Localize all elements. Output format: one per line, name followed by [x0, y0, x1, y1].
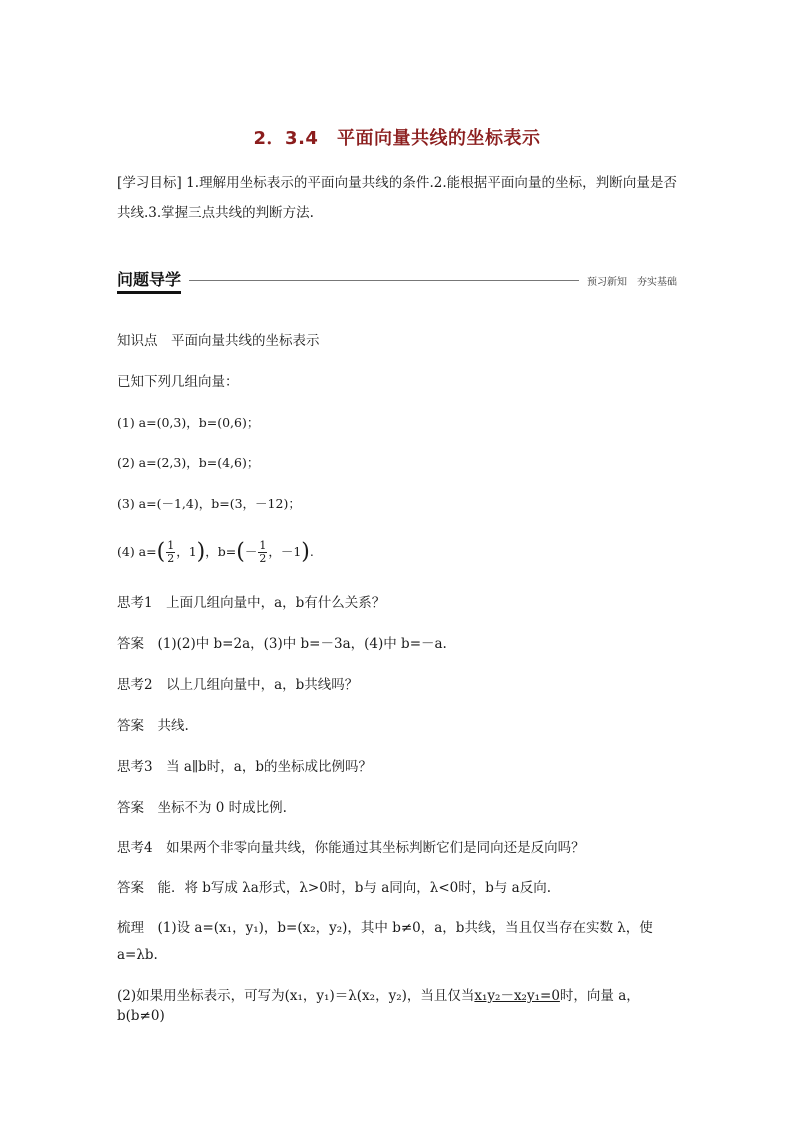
fraction-numerator: 1	[167, 539, 175, 552]
vector-group-1: (1) a=(0,3)，b=(0,6)；	[117, 415, 260, 430]
section-subtitle: 预习新知 夯实基础	[587, 276, 677, 288]
vector-4-end: .	[309, 544, 314, 559]
fraction-denominator: 2	[167, 552, 175, 565]
objectives-label: [学习目标]	[117, 175, 182, 191]
think-question-1: 思考1 上面几组向量中，a，b有什么关系？	[117, 595, 386, 611]
vector-group-4: (4) a=( $\frac{1}{2}$ ，1)，b=(－ $\frac{1}{2}$ ，－1).	[117, 539, 314, 565]
intro-text: 已知下列几组向量：	[117, 374, 239, 390]
summary-line-3-prefix: (2)如果用坐标表示，可写为(x₁，y₁)＝λ(x₂，y₂)，当且仅当	[117, 988, 475, 1004]
think-question-3: 思考3 当 a∥b时，a，b的坐标成比例吗？	[117, 759, 372, 775]
vector-4-a-rest: ，1	[176, 544, 197, 559]
summary-underlined-condition: x₁y₂－x₂y₁=0	[474, 988, 560, 1004]
fraction-half-b	[258, 540, 267, 565]
summary-line-3	[117, 986, 677, 1026]
fraction-half-a	[166, 540, 175, 565]
page-title: 2．3.4 平面向量共线的坐标表示	[253, 128, 541, 149]
summary-line-1: 梳理 (1)设 a=(x₁，y₁)，b=(x₂，y₂)，其中 b≠0，a，b共线，当且仅当存在实数 λ，使	[117, 920, 653, 936]
vector-group-2: (2) a=(2,3)，b=(4,6)；	[117, 455, 260, 470]
vector-4-mid: ，b=	[205, 544, 237, 559]
section-header	[117, 268, 677, 292]
think-answer-4: 答案 能．将 b写成 λa形式，λ>0时，b与 a同向，λ<0时，b与 a反向.	[117, 880, 551, 896]
think-answer-1: 答案 (1)(2)中 b=2a，(3)中 b=－3a，(4)中 b=－a.	[117, 636, 447, 652]
section-title: 问题导学	[117, 267, 181, 294]
think-question-4: 思考4 如果两个非零向量共线，你能通过其坐标判断它们是同向还是反向吗？	[117, 840, 585, 856]
vector-group-3: (3) a=(－1,4)，b=(3，－12)；	[117, 496, 301, 511]
summary-line-2: a=λb.	[117, 947, 158, 963]
vector-4-b-rest: ，－1	[268, 544, 302, 559]
fraction-numerator: 1	[259, 539, 267, 552]
think-question-2: 思考2 以上几组向量中，a，b共线吗？	[117, 677, 359, 693]
objectives-text: 1.理解用坐标表示的平面向量共线的条件.2.能根据平面向量的坐标，判断向量是否共线.3.掌握三点共线的判断方法.	[117, 175, 677, 221]
think-answer-2: 答案 共线.	[117, 718, 189, 734]
summary-line-3-suffix: 时，向量 a，b(b≠0)	[117, 988, 640, 1024]
fraction-denominator: 2	[259, 552, 267, 565]
learning-objectives	[117, 168, 677, 228]
knowledge-point-heading: 知识点 平面向量共线的坐标表示	[117, 333, 320, 349]
think-answer-3: 答案 坐标不为 0 时成比例.	[117, 800, 287, 816]
vector-4-b-sign: －	[244, 544, 258, 559]
section-divider	[189, 280, 579, 281]
vector-4-prefix: (4) a=	[117, 544, 157, 559]
